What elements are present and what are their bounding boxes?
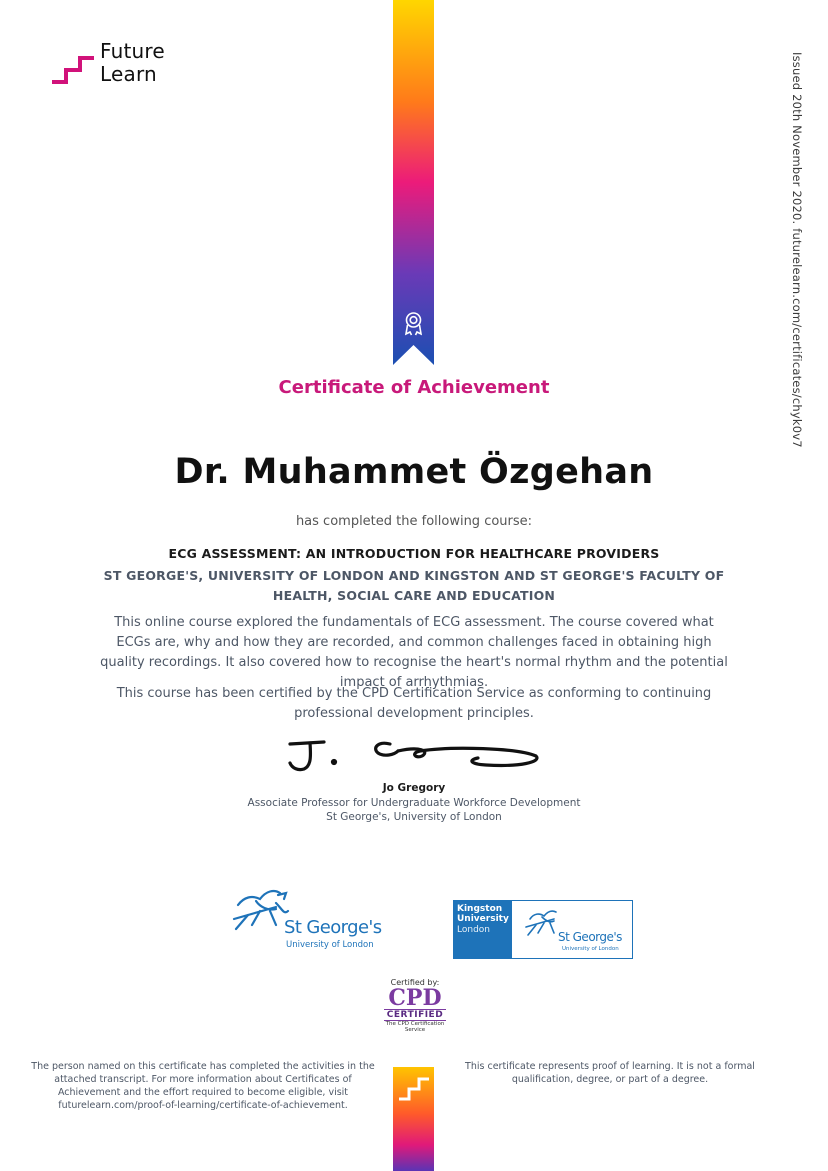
kingston-line2: University (457, 914, 509, 924)
signer-name: Jo Gregory (382, 782, 446, 794)
course-organisation: ST GEORGE'S, UNIVERSITY OF LONDON AND KINGSTON AND ST GEORGE'S FACULTY OF HEALTH, SOCIAL CARE AND EDUCATION (103, 568, 725, 603)
issued-info: Issued 20th November 2020. futurelearn.com/certificates/chyk0v7 (790, 52, 804, 448)
cpd-mark: CPD (388, 985, 442, 1011)
kingston-line3: London (457, 925, 490, 935)
course-title: ECG ASSESSMENT: AN INTRODUCTION FOR HEALTHCARE PROVIDERS (168, 546, 660, 561)
brand-line1: Future (100, 39, 165, 63)
futurelearn-steps-icon (50, 44, 96, 86)
completed-text: has completed the following course: (295, 514, 533, 529)
st-georges-logo (230, 885, 380, 957)
cpd-service: The CPD Certification Service (385, 1021, 445, 1033)
cpd-certified-logo (384, 978, 446, 1044)
footer-note-right: This certificate represents proof of learning. It is not a formal qualification, degree, or part of a degree. (465, 1061, 755, 1085)
course-description: This online course explored the fundamentals of ECG assessment. The course covered what ECGs are, why and how they are recorded, and common challenges faced in obtaining high quality recordings. It also covered how to recognise the heart's normal rhythm and the potential impact of arrhythmias. (100, 615, 728, 690)
sgul-name: St George's (284, 917, 382, 938)
signature (280, 735, 550, 780)
signer-details (0, 796, 828, 824)
kingston-st-georges-logo (453, 900, 633, 959)
sgul-subtitle: University of London (286, 940, 374, 950)
kingston-sg-name: St George's (558, 930, 622, 944)
signer-institution: St George's, University of London (326, 811, 502, 823)
cpd-statement: This course has been certified by the CPD Certification Service as conforming to continuing professional development principles. (116, 686, 712, 721)
brand-wordmark (100, 40, 165, 86)
ribbon (393, 0, 434, 365)
signer-role: Associate Professor for Undergraduate Workforce Development (247, 797, 581, 809)
ribbon-bottom (393, 1067, 434, 1171)
kingston-line1: Kingston (457, 904, 503, 914)
cpd-certified-label: CERTIFIED (384, 1009, 446, 1021)
kingston-panel (454, 901, 512, 958)
futurelearn-logo (50, 40, 180, 88)
brand-line2: Learn (100, 62, 157, 86)
kingston-sg-subtitle: University of London (562, 946, 619, 952)
certificate-title: Certificate of Achievement (278, 377, 550, 398)
cpd-certified-by: Certified by: (390, 978, 440, 987)
footer-note-left: The person named on this certificate has completed the activities in the attached transcript. For more information about Certificates of Achievement and the effort required to become eligible, visit futurelearn.com/proof-of-learning/certificate-of-achievement. (31, 1061, 375, 1111)
kingston-wordmark (457, 904, 509, 924)
learner-name: Dr. Muhammet Özgehan (174, 452, 654, 492)
